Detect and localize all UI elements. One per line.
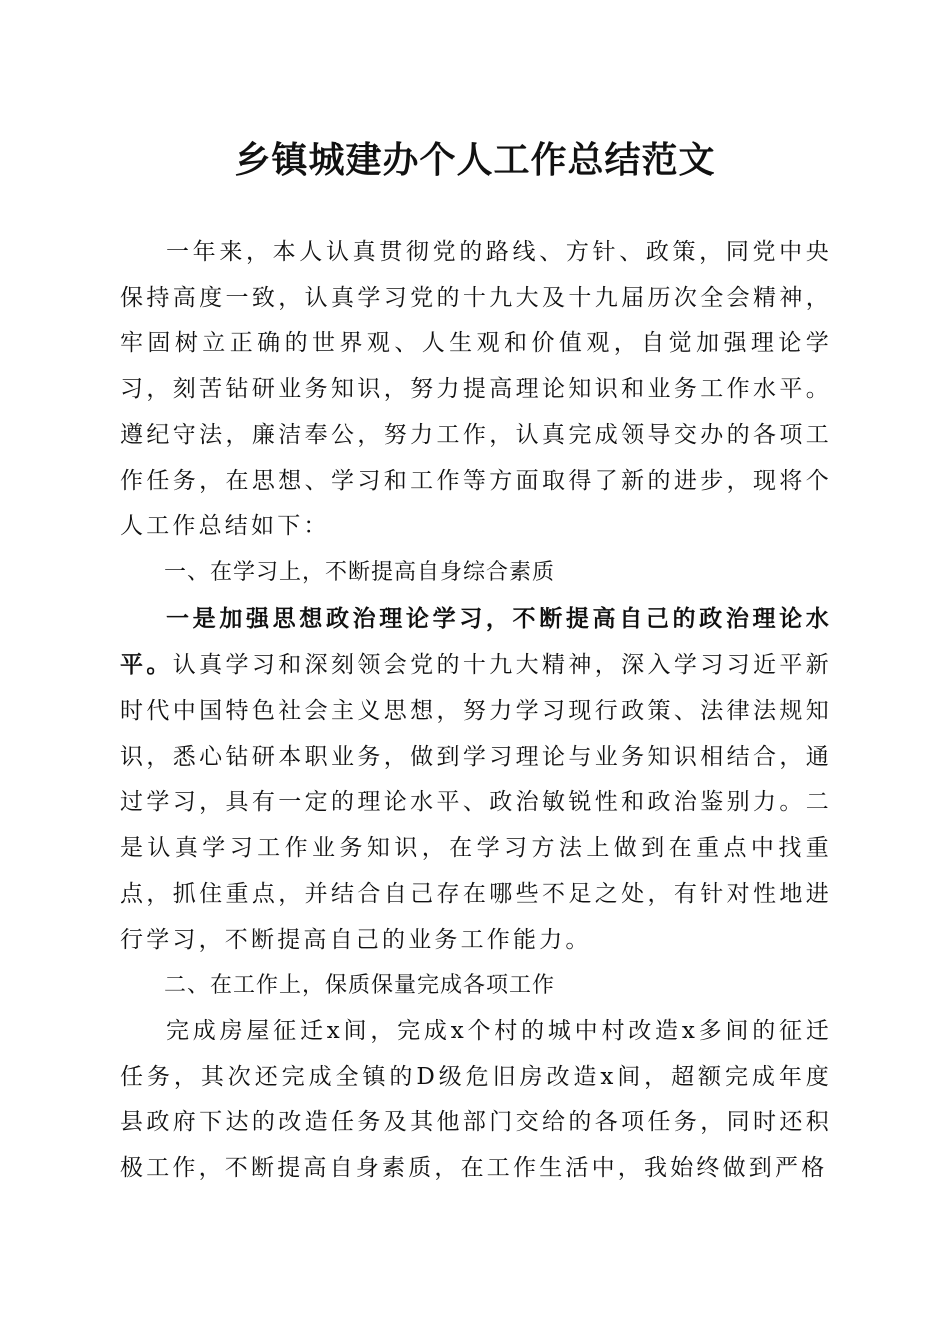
document-title: 乡镇城建办个人工作总结范文	[234, 139, 716, 181]
document-body	[120, 230, 832, 1192]
study-lead-sentence: 一是加强思想政治理论学习，不断提高自己的政治理论水平。	[120, 604, 832, 679]
work-paragraph: 完成房屋征迁x间，完成x个村的城中村改造x多间的征迁任务，其次还完成全镇的D级危旧房改造x间，超额完成年度县政府下达的改造任务及其他部门交给的各项任务，同时还积极工作，不断提高自身素质，在工作生活中，我始终做到严格	[120, 1017, 832, 1182]
section-heading-work: 二、在工作上，保质保量完成各项工作	[164, 973, 556, 999]
intro-paragraph: 一年来，本人认真贯彻党的路线、方针、政策，同党中央保持高度一致，认真学习党的十九大及十九届历次全会精神，牢固树立正确的世界观、人生观和价值观，自觉加强理论学习，刻苦钻研业务知识，努力提高理论知识和业务工作水平。遵纪守法，廉洁奉公，努力工作，认真完成领导交办的各项工作任务，在思想、学习和工作等方面取得了新的进步，现将个人工作总结如下：	[120, 239, 832, 540]
section-heading-study: 一、在学习上，不断提高自身综合素质	[164, 559, 556, 585]
study-body-text: 认真学习和深刻领会党的十九大精神，深入学习习近平新时代中国特色社会主义思想，努力学习现行政策、法律法规知识，悉心钻研本职业务，做到学习理论与业务知识相结合，通过学习，具有一定的理论水平、政治敏锐性和政治鉴别力。二是认真学习工作业务知识，在学习方法上做到在重点中找重点，抓住重点，并结合自己存在哪些不足之处，有针对性地进行学习，不断提高自己的业务工作能力。	[120, 652, 833, 953]
study-paragraph	[120, 596, 832, 964]
